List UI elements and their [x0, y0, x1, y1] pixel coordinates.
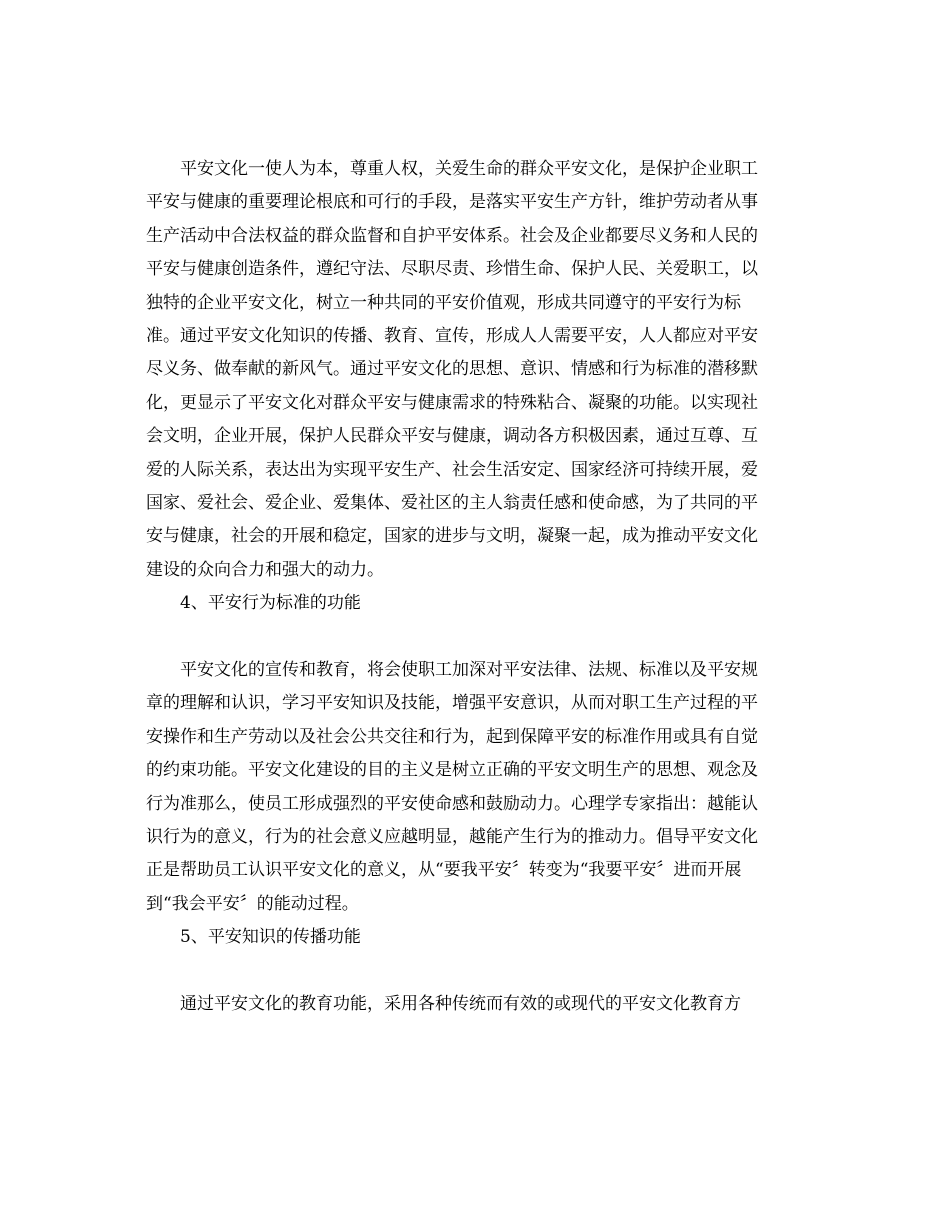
- text-line: 建设的众向合力和强大的动力。: [146, 560, 384, 580]
- text-line: 尽义务、做奉献的新风气。通过平安文化的思想、意识、情感和行为标准的潜移默: [146, 359, 758, 379]
- text-line: 到“我会平安〞的能动过程。: [146, 894, 359, 914]
- text-line: 平安文化一使人为本，尊重人权，关爱生命的群众平安文化，是保护企业职工: [146, 159, 758, 179]
- section-heading-5: 5、平安知识的传播功能: [146, 927, 361, 947]
- text-line: 爱的人际关系，表达出为实现平安生产、社会生活安定、国家经济可持续开展，爱: [146, 460, 758, 480]
- text-line: 的约束功能。平安文化建设的目的主义是树立正确的平安文明生产的思想、观念及: [146, 760, 758, 780]
- text-line: 平安与健康创造条件，遵纪守法、尽职尽责、珍惜生命、保护人民、关爱职工，以: [146, 259, 758, 279]
- text-line: 国家、爱社会、爱企业、爱集体、爱社区的主人翁责任感和使命感，为了共同的平: [146, 493, 758, 513]
- text-line: 准。通过平安文化知识的传播、教育、宣传，形成人人需要平安，人人都应对平安: [146, 326, 758, 346]
- text-line: 会文明，企业开展，保护人民群众平安与健康，调动各方积极因素，通过互尊、互: [146, 426, 758, 446]
- text-line: 独特的企业平安文化，树立一种共同的平安价值观，形成共同遵守的平安行为标: [146, 293, 741, 313]
- text-line: 平安文化的宣传和教育，将会使职工加深对平安法律、法规、标准以及平安规: [146, 660, 758, 680]
- text-line: 章的理解和认识，学习平安知识及技能，增强平安意识，从而对职工生产过程的平: [146, 693, 758, 713]
- section-heading-4: 4、平安行为标准的功能: [146, 593, 361, 613]
- text-line: 安操作和生产劳动以及社会公共交往和行为，起到保障平安的标准作用或具有自觉: [146, 727, 758, 747]
- text-line: 正是帮助员工认识平安文化的意义，从“要我平安〞转变为“我要平安〞进而开展: [146, 860, 742, 880]
- text-line: 安与健康，社会的开展和稳定，国家的进步与文明，凝聚一起，成为推动平安文化: [146, 526, 758, 546]
- text-line: 平安与健康的重要理论根底和可行的手段，是落实平安生产方针，维护劳动者从事: [146, 192, 758, 212]
- text-line: 识行为的意义，行为的社会意义应越明显，越能产生行为的推动力。倡导平安文化: [146, 827, 758, 847]
- text-line: 化，更显示了平安文化对群众平安与健康需求的特殊粘合、凝聚的功能。以实现社: [146, 393, 758, 413]
- text-line: 通过平安文化的教育功能，采用各种传统而有效的或现代的平安文化教育方: [146, 994, 741, 1014]
- text-line: 生产活动中合法权益的群众监督和自护平安体系。社会及企业都要尽义务和人民的: [146, 226, 758, 246]
- text-line: 行为准那么，使员工形成强烈的平安使命感和鼓励动力。心理学专家指出：越能认: [146, 794, 758, 814]
